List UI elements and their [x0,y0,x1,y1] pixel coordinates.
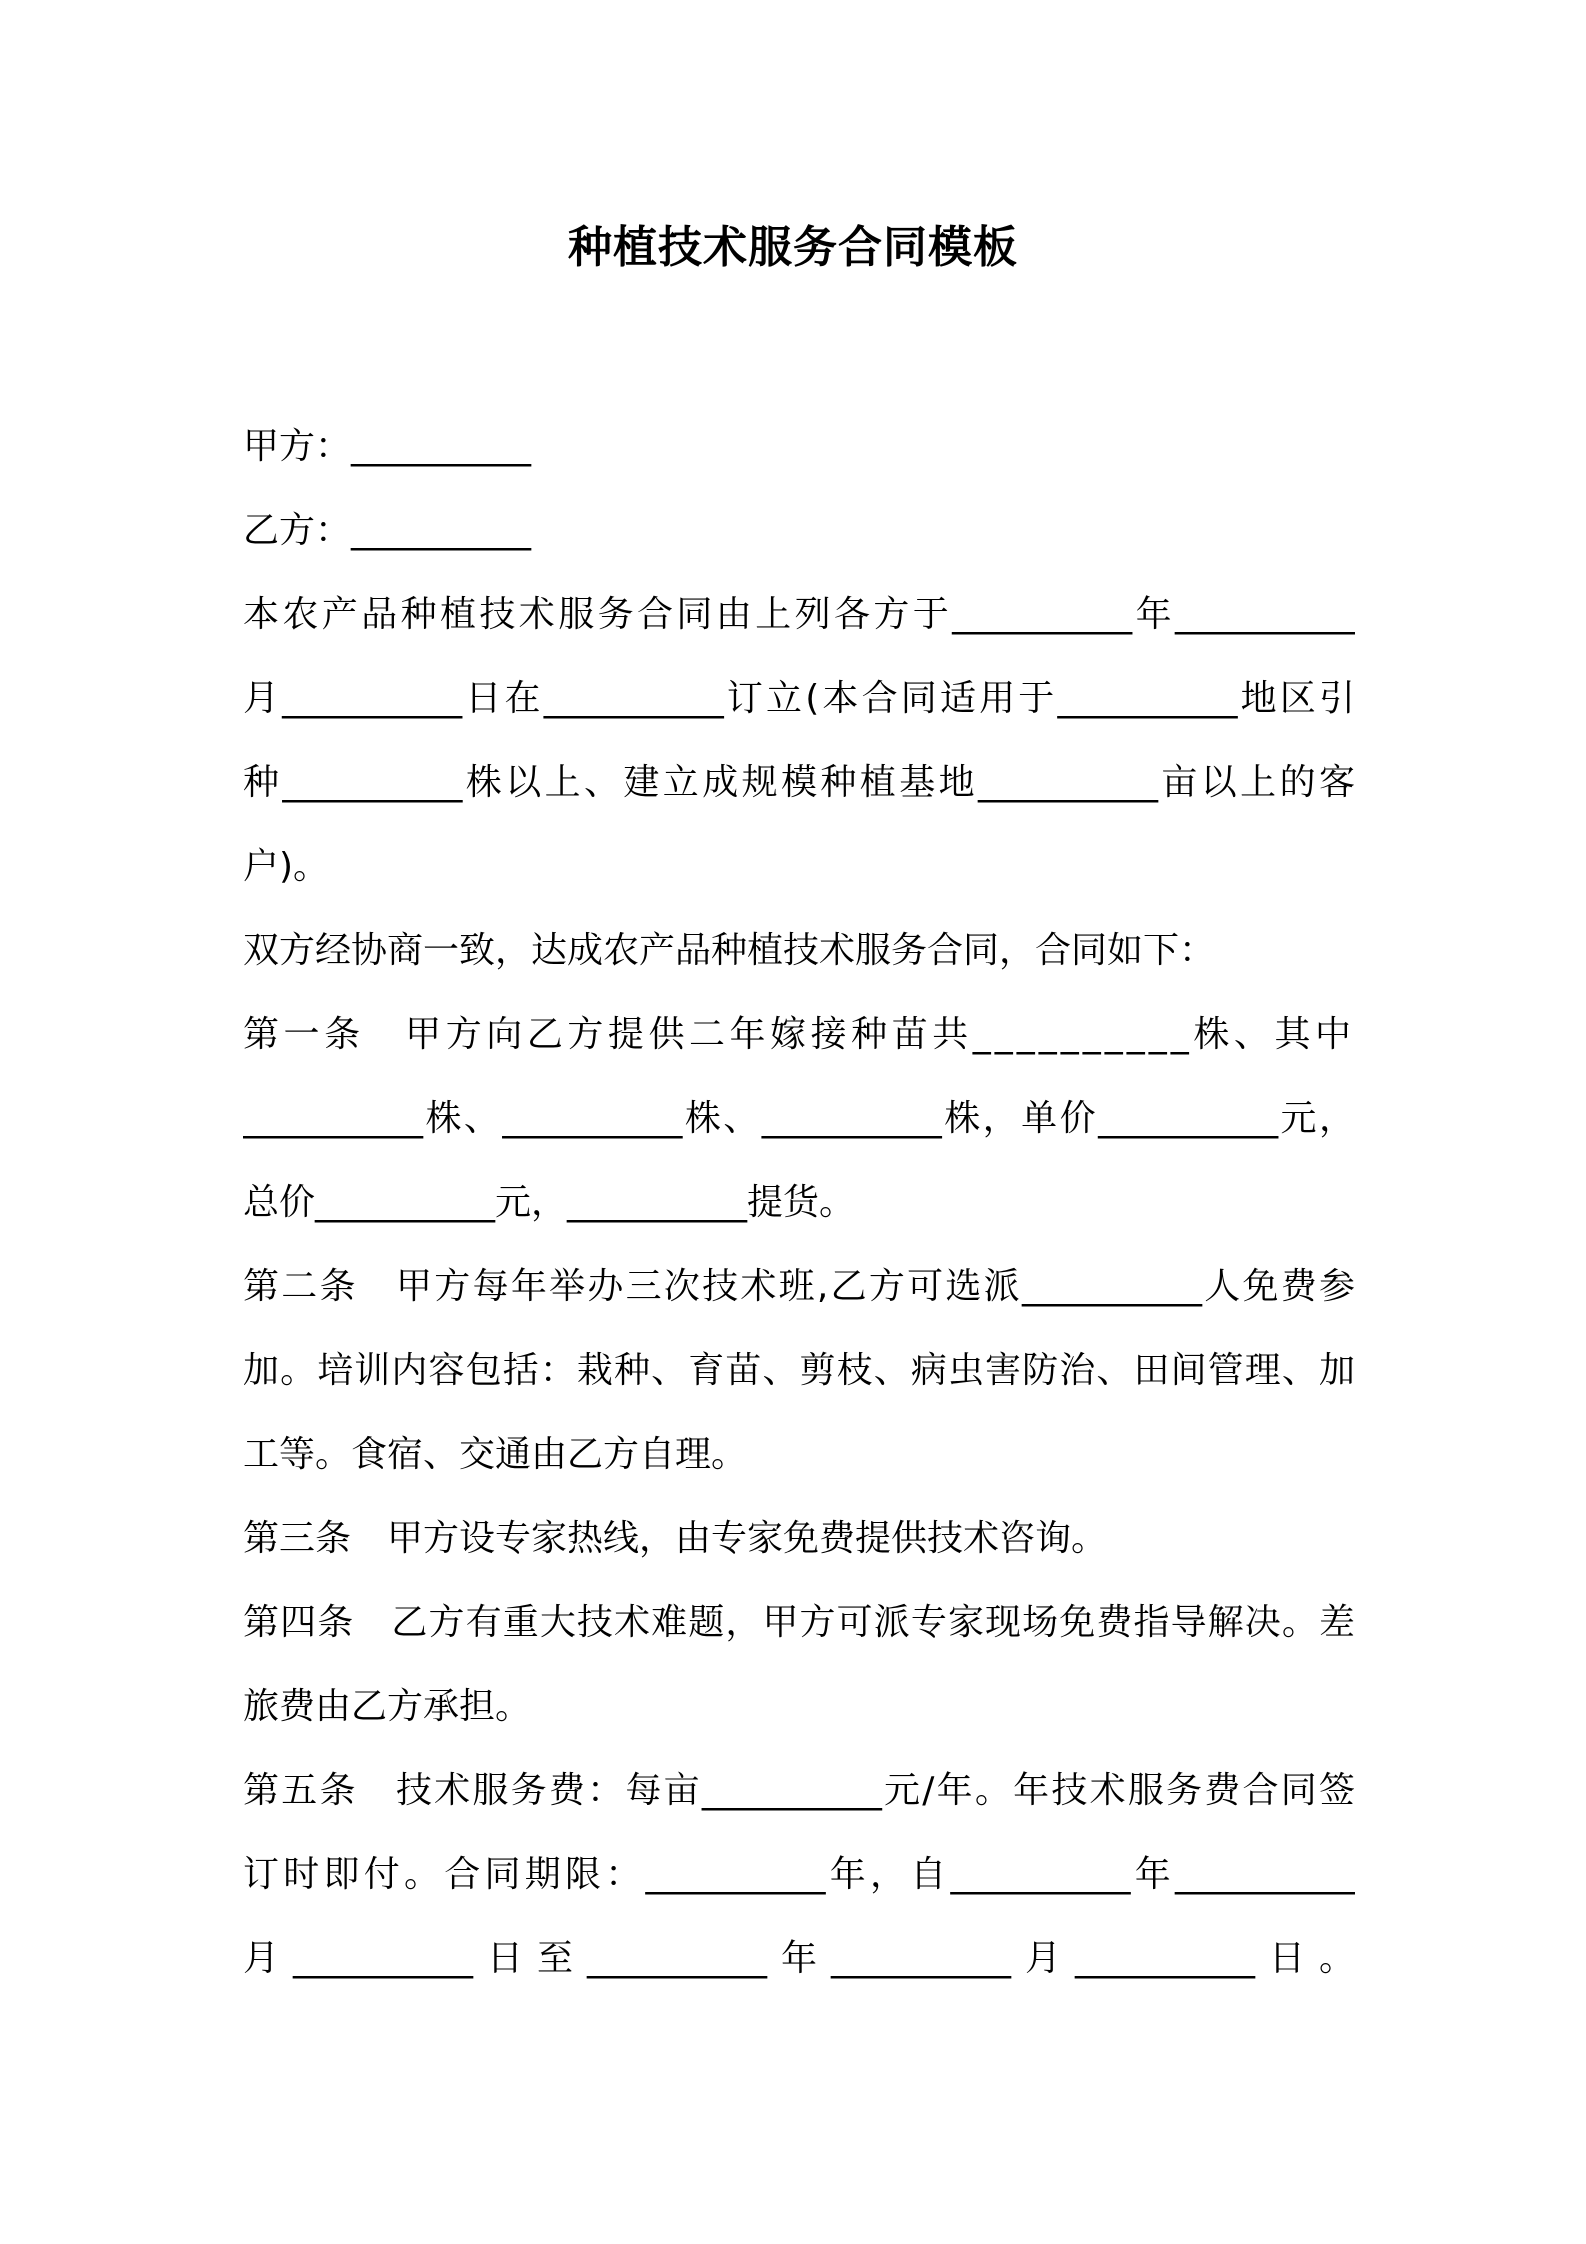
party-b-line: 乙方：__________ [243,510,532,551]
article-2-line-3: 工等。食宿、交通由乙方自理。 [243,1434,748,1475]
article-5-line-1: 第五条 技术服务费：每亩__________元/年。年技术服务费合同签 [243,1770,1355,1811]
intro-line-1: 本农产品种植技术服务合同由上列各方于__________年__________ [243,594,1355,635]
article-4-line-2: 旅费由乙方承担。 [243,1686,532,1727]
document-title: 种植技术服务合同模板 [568,222,1018,273]
article-1-line-1: 第一条 甲方向乙方提供二年嫁接种苗共__________株、其中 [243,1014,1355,1055]
article-2-line-2: 加。培训内容包括：栽种、育苗、剪枝、病虫害防治、田间管理、加 [243,1350,1355,1391]
intro-line-2: 月__________日在__________订立(本合同适用于__________地区引 [243,678,1355,719]
article-4-line-1: 第四条 乙方有重大技术难题，甲方可派专家现场免费指导解决。差 [243,1602,1355,1643]
intro-line-4: 户)。 [243,846,330,887]
article-3-line: 第三条 甲方设专家热线，由专家免费提供技术咨询。 [243,1518,1108,1559]
agreement-line: 双方经协商一致，达成农产品种植技术服务合同，合同如下： [243,930,1216,971]
intro-line-3: 种__________株以上、建立成规模种植基地__________亩以上的客 [243,762,1355,803]
article-5-line-3: 月__________日至__________年__________月__________日。 [243,1938,1355,1979]
article-1-line-3: 总价__________元，__________提货。 [243,1182,856,1223]
article-5-line-2: 订时即付。合同期限：__________年，自__________年__________ [243,1854,1355,1895]
party-a-line: 甲方：__________ [243,426,532,467]
article-1-line-2: __________株、__________株、__________株，单价__________元， [243,1098,1355,1139]
article-2-line-1: 第二条 甲方每年举办三次技术班,乙方可选派__________人免费参 [243,1266,1355,1307]
contract-body [243,405,1355,2001]
